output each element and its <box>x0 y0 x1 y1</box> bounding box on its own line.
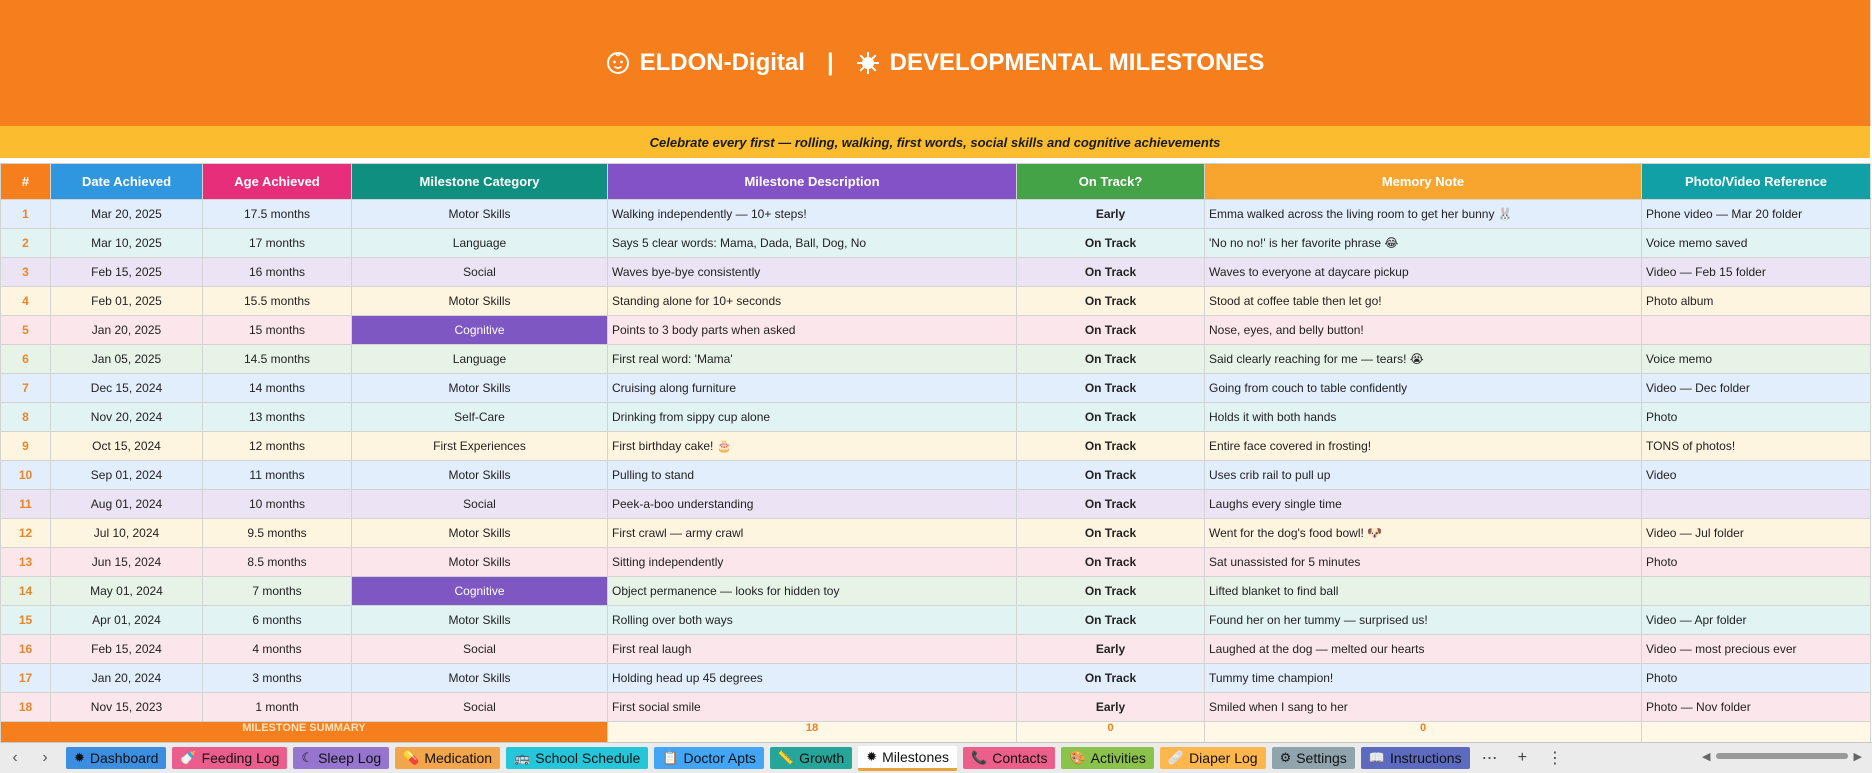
tab-label: Growth <box>799 750 845 766</box>
date-cell[interactable]: Aug 01, 2024 <box>51 490 203 519</box>
table-row <box>1 548 1871 577</box>
pill-icon: 💊 <box>403 750 420 765</box>
tab-label: Instructions <box>1390 750 1462 766</box>
row-number[interactable]: 4 <box>1 287 51 316</box>
age-cell[interactable]: 16 months <box>203 258 352 287</box>
description-cell[interactable]: Drinking from sippy cup alone <box>608 403 1017 432</box>
category-cell[interactable]: Self-Care <box>352 403 608 432</box>
reference-cell[interactable]: Video — Apr folder <box>1642 606 1871 635</box>
horizontal-scrollbar[interactable] <box>1702 749 1862 763</box>
category-cell[interactable]: Language <box>352 229 608 258</box>
description-cell[interactable]: Says 5 clear words: Mama, Dada, Ball, Dog, No <box>608 229 1017 258</box>
row-number[interactable]: 10 <box>1 461 51 490</box>
tab-label: Milestones <box>882 748 950 765</box>
tab-activities[interactable] <box>1061 747 1153 769</box>
tab-dashboard[interactable] <box>66 747 166 769</box>
on-track-cell[interactable]: On Track <box>1017 664 1205 693</box>
tab-label: Doctor Apts <box>683 750 756 766</box>
date-cell[interactable]: Nov 15, 2023 <box>51 693 203 722</box>
memory-note-cell[interactable]: Emma walked across the living room to get her bunny 🐰 <box>1205 200 1642 229</box>
row-number[interactable]: 8 <box>1 403 51 432</box>
column-header[interactable]: Milestone Category <box>352 164 608 200</box>
brand-name: ELDON-Digital <box>639 49 805 76</box>
on-track-cell[interactable]: On Track <box>1017 229 1205 258</box>
memory-note-cell[interactable]: Going from couch to table confidently <box>1205 374 1642 403</box>
age-cell[interactable]: 1 month <box>203 693 352 722</box>
memory-note-cell[interactable]: 'No no no!' is her favorite phrase 😂 <box>1205 229 1642 258</box>
description-cell[interactable]: Pulling to stand <box>608 461 1017 490</box>
description-cell[interactable]: Cruising along furniture <box>608 374 1017 403</box>
tab-label: Settings <box>1296 750 1347 766</box>
age-cell[interactable]: 6 months <box>203 606 352 635</box>
description-cell[interactable]: Waves bye-bye consistently <box>608 258 1017 287</box>
tab-diaper-log[interactable] <box>1160 747 1266 769</box>
tab-contacts[interactable] <box>963 747 1055 769</box>
gear-icon: ⚙ <box>1279 750 1292 765</box>
category-cell[interactable]: Motor Skills <box>352 374 608 403</box>
age-cell[interactable]: 14.5 months <box>203 345 352 374</box>
date-cell[interactable]: Feb 01, 2025 <box>51 287 203 316</box>
description-cell[interactable]: Peek-a-boo understanding <box>608 490 1017 519</box>
date-cell[interactable]: Jan 05, 2025 <box>51 345 203 374</box>
date-cell[interactable]: Jul 10, 2024 <box>51 519 203 548</box>
category-cell[interactable]: Social <box>352 258 608 287</box>
on-track-cell[interactable]: On Track <box>1017 258 1205 287</box>
description-cell[interactable]: First birthday cake! 🎂 <box>608 432 1017 461</box>
age-cell[interactable]: 12 months <box>203 432 352 461</box>
row-number[interactable]: 6 <box>1 345 51 374</box>
ruler-icon: 📏 <box>777 750 795 765</box>
age-cell[interactable]: 14 months <box>203 374 352 403</box>
category-cell[interactable]: Cognitive <box>352 316 608 345</box>
milestones-table <box>0 163 1871 751</box>
page-title: DEVELOPMENTAL MILESTONES <box>889 49 1265 76</box>
column-header[interactable]: # <box>1 164 51 200</box>
tab-growth[interactable] <box>770 747 852 769</box>
reference-cell[interactable]: Voice memo <box>1642 345 1871 374</box>
on-track-cell[interactable]: On Track <box>1017 287 1205 316</box>
date-cell[interactable]: Sep 01, 2024 <box>51 461 203 490</box>
phone-icon: 📞 <box>971 750 988 765</box>
table-row <box>1 519 1871 548</box>
category-cell[interactable]: Social <box>352 635 608 664</box>
row-number[interactable]: 5 <box>1 316 51 345</box>
reference-cell[interactable]: Photo album <box>1642 287 1871 316</box>
book-icon: 📖 <box>1368 750 1385 765</box>
age-cell[interactable]: 10 months <box>203 490 352 519</box>
table-header-row <box>1 164 1871 200</box>
category-cell[interactable]: Social <box>352 490 608 519</box>
description-cell[interactable]: Standing alone for 10+ seconds <box>608 287 1017 316</box>
sheet-tabs <box>60 746 1470 771</box>
table-row <box>1 664 1871 693</box>
tab-next-button[interactable]: › <box>42 749 48 766</box>
category-cell[interactable]: Motor Skills <box>352 606 608 635</box>
category-cell[interactable]: Motor Skills <box>352 664 608 693</box>
tab-label: Feeding Log <box>201 750 280 766</box>
scroll-right-icon[interactable]: ▶ <box>1853 750 1862 763</box>
palette-icon: 🎨 <box>1069 750 1086 765</box>
date-cell[interactable]: Feb 15, 2024 <box>51 635 203 664</box>
row-number[interactable]: 16 <box>1 635 51 664</box>
description-cell[interactable]: First real laugh <box>608 635 1017 664</box>
tab-tools <box>1482 748 1563 768</box>
on-track-cell[interactable]: Early <box>1017 200 1205 229</box>
bus-icon: 🚌 <box>514 750 531 765</box>
tab-label: Activities <box>1090 750 1146 766</box>
reference-cell[interactable]: Voice memo saved <box>1642 229 1871 258</box>
age-cell[interactable]: 11 months <box>203 461 352 490</box>
tab-milestones[interactable] <box>858 746 957 771</box>
reference-cell[interactable]: Video — Dec folder <box>1642 374 1871 403</box>
memory-note-cell[interactable]: Waves to everyone at daycare pickup <box>1205 258 1642 287</box>
on-track-cell[interactable]: On Track <box>1017 403 1205 432</box>
description-cell[interactable]: Walking independently — 10+ steps! <box>608 200 1017 229</box>
summary-total: 18 <box>608 722 1017 751</box>
table-row <box>1 635 1871 664</box>
sparkle-gear-icon <box>856 51 880 75</box>
table-row <box>1 403 1871 432</box>
scroll-left-icon[interactable]: ◀ <box>1702 750 1711 763</box>
on-track-cell[interactable]: On Track <box>1017 490 1205 519</box>
reference-cell[interactable] <box>1642 577 1871 606</box>
reference-cell[interactable] <box>1642 490 1871 519</box>
reference-cell[interactable]: Phone video — Mar 20 folder <box>1642 200 1871 229</box>
reference-cell[interactable] <box>1642 316 1871 345</box>
memory-note-cell[interactable]: Uses crib rail to pull up <box>1205 461 1642 490</box>
reference-cell[interactable]: Video <box>1642 461 1871 490</box>
category-cell[interactable]: Motor Skills <box>352 287 608 316</box>
description-cell[interactable]: First crawl — army crawl <box>608 519 1017 548</box>
age-cell[interactable]: 8.5 months <box>203 548 352 577</box>
baby-face-icon <box>606 51 630 75</box>
summary-note-count: 0 <box>1205 722 1642 751</box>
table-row <box>1 693 1871 722</box>
on-track-cell[interactable]: Early <box>1017 635 1205 664</box>
row-number[interactable]: 14 <box>1 577 51 606</box>
on-track-cell[interactable]: On Track <box>1017 316 1205 345</box>
reference-cell[interactable]: Photo <box>1642 664 1871 693</box>
reference-cell[interactable]: Video — Jul folder <box>1642 519 1871 548</box>
category-cell[interactable]: Motor Skills <box>352 200 608 229</box>
summary-label: MILESTONE SUMMARY <box>1 722 608 751</box>
date-cell[interactable]: Dec 15, 2024 <box>51 374 203 403</box>
category-cell[interactable]: Motor Skills <box>352 519 608 548</box>
tab-label: Contacts <box>992 750 1048 766</box>
age-cell[interactable]: 7 months <box>203 577 352 606</box>
age-cell[interactable]: 4 months <box>203 635 352 664</box>
table-row <box>1 316 1871 345</box>
row-number[interactable]: 13 <box>1 548 51 577</box>
row-number[interactable]: 9 <box>1 432 51 461</box>
on-track-cell[interactable]: On Track <box>1017 374 1205 403</box>
row-number[interactable]: 1 <box>1 200 51 229</box>
table-row <box>1 345 1871 374</box>
memory-note-cell[interactable]: Found her on her tummy — surprised us! <box>1205 606 1642 635</box>
memory-note-cell[interactable]: Smiled when I sang to her <box>1205 693 1642 722</box>
row-number[interactable]: 18 <box>1 693 51 722</box>
date-cell[interactable]: Mar 10, 2025 <box>51 229 203 258</box>
tab-settings[interactable] <box>1272 747 1355 769</box>
row-number[interactable]: 3 <box>1 258 51 287</box>
column-header[interactable]: On Track? <box>1017 164 1205 200</box>
date-cell[interactable]: Jan 20, 2025 <box>51 316 203 345</box>
age-cell[interactable]: 15 months <box>203 316 352 345</box>
memory-note-cell[interactable]: Nose, eyes, and belly button! <box>1205 316 1642 345</box>
table-row <box>1 200 1871 229</box>
banner-title <box>606 49 1265 77</box>
reference-cell[interactable]: Photo <box>1642 548 1871 577</box>
row-number[interactable]: 17 <box>1 664 51 693</box>
date-cell[interactable]: May 01, 2024 <box>51 577 203 606</box>
table-row <box>1 432 1871 461</box>
on-track-cell[interactable]: On Track <box>1017 519 1205 548</box>
row-number[interactable]: 12 <box>1 519 51 548</box>
column-header[interactable]: Photo/Video Reference <box>1642 164 1871 200</box>
age-cell[interactable]: 17.5 months <box>203 200 352 229</box>
reference-cell[interactable]: TONS of photos! <box>1642 432 1871 461</box>
table-row <box>1 229 1871 258</box>
banner-separator: | <box>826 49 834 76</box>
date-cell[interactable]: Feb 15, 2025 <box>51 258 203 287</box>
table-row <box>1 490 1871 519</box>
tab-label: Medication <box>424 750 493 766</box>
scroll-thumb[interactable] <box>1716 753 1847 759</box>
category-cell[interactable]: Social <box>352 693 608 722</box>
bottle-icon: 🍼 <box>180 750 197 765</box>
on-track-cell[interactable]: On Track <box>1017 432 1205 461</box>
row-number[interactable]: 11 <box>1 490 51 519</box>
tab-doctor-apts[interactable] <box>654 747 764 769</box>
on-track-cell[interactable]: On Track <box>1017 577 1205 606</box>
row-number[interactable]: 7 <box>1 374 51 403</box>
memory-note-cell[interactable]: Sat unassisted for 5 minutes <box>1205 548 1642 577</box>
column-header[interactable]: Date Achieved <box>51 164 203 200</box>
bandage-icon: 🩹 <box>1167 750 1185 765</box>
description-cell[interactable]: Holding head up 45 degrees <box>608 664 1017 693</box>
sheet-menu-button[interactable]: ⋮ <box>1546 750 1563 767</box>
category-cell[interactable]: Cognitive <box>352 577 608 606</box>
date-cell[interactable]: Mar 20, 2025 <box>51 200 203 229</box>
description-cell[interactable]: Object permanence — looks for hidden toy <box>608 577 1017 606</box>
memory-note-cell[interactable]: Said clearly reaching for me — tears! 😭 <box>1205 345 1642 374</box>
reference-cell[interactable]: Video — Feb 15 folder <box>1642 258 1871 287</box>
on-track-cell[interactable]: On Track <box>1017 345 1205 374</box>
moon-icon: ☾ <box>301 750 314 765</box>
summary-track-count: 0 <box>1017 722 1205 751</box>
reference-cell[interactable]: Photo <box>1642 403 1871 432</box>
tab-label: Sleep Log <box>318 750 382 766</box>
subtitle-text: Celebrate every first — rolling, walking, first words, social skills and cognitive achievements <box>649 134 1221 150</box>
table-row <box>1 461 1871 490</box>
table-row <box>1 374 1871 403</box>
subtitle-bar <box>0 126 1870 158</box>
tab-label: Dashboard <box>89 750 159 766</box>
memory-note-cell[interactable]: Went for the dog's food bowl! 🐶 <box>1205 519 1642 548</box>
tab-school-schedule[interactable] <box>506 747 648 769</box>
tab-feeding-log[interactable] <box>172 747 287 769</box>
memory-note-cell[interactable]: Entire face covered in frosting! <box>1205 432 1642 461</box>
reference-cell[interactable]: Photo — Nov folder <box>1642 693 1871 722</box>
date-cell[interactable]: Oct 15, 2024 <box>51 432 203 461</box>
table-row <box>1 577 1871 606</box>
tab-prev-button[interactable]: ‹ <box>12 749 18 766</box>
on-track-cell[interactable]: On Track <box>1017 606 1205 635</box>
on-track-cell[interactable]: Early <box>1017 693 1205 722</box>
memory-note-cell[interactable]: Lifted blanket to find ball <box>1205 577 1642 606</box>
column-header[interactable]: Milestone Description <box>608 164 1017 200</box>
on-track-cell[interactable]: On Track <box>1017 461 1205 490</box>
memory-note-cell[interactable]: Stood at coffee table then let go! <box>1205 287 1642 316</box>
date-cell[interactable]: Jun 15, 2024 <box>51 548 203 577</box>
column-header[interactable]: Memory Note <box>1205 164 1642 200</box>
sheet-tab-bar <box>0 742 1872 773</box>
sparkle-icon: ✹ <box>74 750 85 765</box>
age-cell[interactable]: 17 months <box>203 229 352 258</box>
reference-cell[interactable]: Video — most precious ever <box>1642 635 1871 664</box>
add-sheet-button[interactable]: + <box>1517 749 1527 766</box>
description-cell[interactable]: First real word: 'Mama' <box>608 345 1017 374</box>
date-cell[interactable]: Jan 20, 2024 <box>51 664 203 693</box>
age-cell[interactable]: 13 months <box>203 403 352 432</box>
category-cell[interactable]: Motor Skills <box>352 461 608 490</box>
tab-medication[interactable] <box>395 747 500 769</box>
table-row <box>1 606 1871 635</box>
clipboard-icon: 📋 <box>662 750 679 765</box>
sparkle-icon: ✹ <box>866 748 878 764</box>
category-cell[interactable]: Motor Skills <box>352 548 608 577</box>
category-cell[interactable]: First Experiences <box>352 432 608 461</box>
age-cell[interactable]: 15.5 months <box>203 287 352 316</box>
on-track-cell[interactable]: On Track <box>1017 548 1205 577</box>
memory-note-cell[interactable]: Holds it with both hands <box>1205 403 1642 432</box>
row-number[interactable]: 15 <box>1 606 51 635</box>
column-header[interactable]: Age Achieved <box>203 164 352 200</box>
category-cell[interactable]: Language <box>352 345 608 374</box>
age-cell[interactable]: 3 months <box>203 664 352 693</box>
memory-note-cell[interactable]: Laughs every single time <box>1205 490 1642 519</box>
age-cell[interactable]: 9.5 months <box>203 519 352 548</box>
tab-instructions[interactable] <box>1361 747 1470 769</box>
table-row <box>1 258 1871 287</box>
title-banner <box>0 0 1871 126</box>
date-cell[interactable]: Apr 01, 2024 <box>51 606 203 635</box>
description-cell[interactable]: Sitting independently <box>608 548 1017 577</box>
description-cell[interactable]: Points to 3 body parts when asked <box>608 316 1017 345</box>
table-row <box>1 287 1871 316</box>
more-tabs-button[interactable]: ⋯ <box>1481 750 1498 767</box>
tab-sleep-log[interactable] <box>293 747 389 769</box>
memory-note-cell[interactable]: Laughed at the dog — melted our hearts <box>1205 635 1642 664</box>
description-cell[interactable]: Rolling over both ways <box>608 606 1017 635</box>
description-cell[interactable]: First social smile <box>608 693 1017 722</box>
tab-label: School Schedule <box>535 750 641 766</box>
date-cell[interactable]: Nov 20, 2024 <box>51 403 203 432</box>
tab-label: Diaper Log <box>1189 750 1258 766</box>
row-number[interactable]: 2 <box>1 229 51 258</box>
memory-note-cell[interactable]: Tummy time champion! <box>1205 664 1642 693</box>
